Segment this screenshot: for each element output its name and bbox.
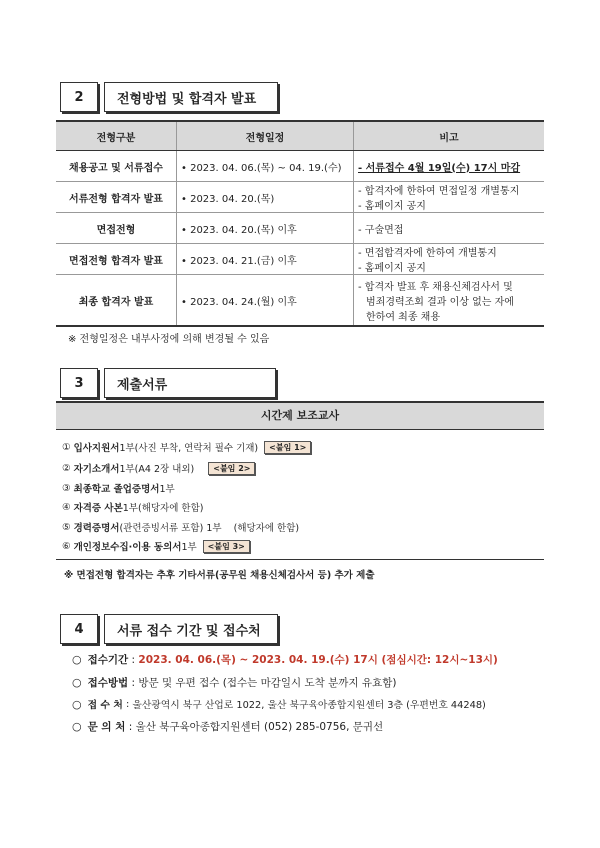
note-line: - 홈페이지 공지	[358, 263, 426, 274]
section-title: 전형방법 및 합격자 발표	[104, 82, 278, 112]
reception-label: 접수기간	[87, 654, 129, 666]
section-2-header	[60, 82, 278, 112]
item-name: 입사지원서	[73, 443, 120, 454]
item-name: 자격증 사본	[73, 503, 123, 514]
circle-bullet-icon: ○	[72, 653, 82, 666]
attachment-tag: <붙임 3>	[203, 540, 250, 553]
item-number: ①	[62, 441, 71, 453]
note-cell	[354, 151, 545, 182]
document-item	[62, 539, 250, 553]
reception-label: 접 수 처	[87, 700, 123, 711]
stage-cell: 서류전형 합격자 발표	[56, 182, 177, 213]
circle-bullet-icon: ○	[72, 676, 82, 689]
date-cell: • 2023. 04. 20.(목) 이후	[177, 213, 354, 244]
note-line: - 구술면접	[358, 224, 404, 236]
item-number: ⑤	[62, 521, 71, 533]
item-detail: 1부(해당자에 한함)	[122, 503, 204, 514]
reception-value: 울산 북구육아종합지원센터 (052) 285-0756, 문귀선	[135, 721, 384, 733]
date-cell: • 2023. 04. 20.(목)	[177, 182, 354, 213]
reception-label: 문 의 처	[87, 721, 126, 733]
reception-sep: :	[122, 698, 133, 710]
section-title: 서류 접수 기간 및 접수처	[104, 614, 278, 644]
stage-cell: 면접전형 합격자 발표	[56, 244, 177, 275]
column-header: 비고	[354, 121, 545, 151]
note-line: - 합격자 발표 후 채용신체검사서 및	[358, 281, 513, 293]
reception-value: 울산광역시 북구 산업로 1022, 울산 북구육아종합지원센터 3층 (우편번호 44248)	[132, 700, 486, 711]
item-number: ④	[62, 501, 71, 513]
item-number: ⑥	[62, 540, 71, 552]
document-item	[62, 440, 311, 454]
reception-sep: :	[128, 676, 139, 689]
schedule-footnote: ※ 전형일정은 내부사정에 의해 변경될 수 있음	[68, 334, 270, 345]
attachment-tag: <붙임 2>	[208, 462, 255, 475]
column-header: 전형구분	[56, 121, 177, 151]
note-line: - 서류접수 4월 19일(수) 17시 마감	[358, 162, 521, 174]
column-header: 전형일정	[177, 121, 354, 151]
note-cell	[354, 213, 545, 244]
note-line: 한하여 최종 채용	[366, 311, 440, 323]
reception-value: 2023. 04. 06.(목) ~ 2023. 04. 19.(수) 17시 (점심시간: 12시~13시)	[138, 654, 498, 666]
section-number: 3	[60, 368, 98, 398]
document-item	[62, 461, 255, 475]
circle-bullet-icon: ○	[72, 697, 82, 711]
document-item	[62, 481, 175, 495]
table-header-row	[56, 121, 544, 151]
note-cell	[354, 182, 545, 213]
table-row	[56, 275, 544, 327]
item-detail: 1부	[181, 542, 197, 553]
item-detail: 1부(사진 부착, 연락처 필수 기재)	[119, 443, 259, 454]
schedule-table	[56, 120, 544, 327]
item-number: ②	[62, 462, 71, 474]
table-row	[56, 151, 544, 182]
item-name: 자기소개서	[73, 464, 120, 475]
section-title: 제출서류	[104, 368, 276, 398]
table-row	[56, 244, 544, 275]
reception-sep: :	[125, 720, 136, 733]
date-cell: • 2023. 04. 21.(금) 이후	[177, 244, 354, 275]
note-cell	[354, 244, 545, 275]
table-row	[56, 213, 544, 244]
item-name: 경력증명서	[73, 523, 120, 534]
date-cell: • 2023. 04. 06.(목) ~ 04. 19.(수)	[177, 151, 354, 182]
reception-label: 접수방법	[87, 677, 129, 689]
document-item	[62, 520, 299, 534]
item-detail: (관련증빙서류 포함) 1부 (해당자에 한함)	[119, 523, 300, 534]
item-detail: 1부	[159, 484, 175, 495]
section-number: 2	[60, 82, 98, 112]
note-line: - 합격자에 한하여 면접일정 개별통지	[358, 186, 520, 197]
section-number: 4	[60, 614, 98, 644]
attachment-tag: <붙임 1>	[264, 441, 311, 454]
item-detail: 1부(A4 2장 내외)	[119, 464, 195, 475]
date-cell: • 2023. 04. 24.(월) 이후	[177, 275, 354, 327]
circle-bullet-icon: ○	[72, 720, 82, 733]
stage-cell: 면접전형	[56, 213, 177, 244]
documents-footnote: ※ 면접전형 합격자는 추후 기타서류(공무원 채용신체검사서 등) 추가 제출	[64, 570, 375, 581]
section-4-header	[60, 614, 278, 644]
reception-contact	[72, 719, 383, 734]
section-3-header	[60, 368, 276, 398]
reception-value: 방문 및 우편 접수 (접수는 마감일시 도착 분까지 유효함)	[138, 677, 397, 689]
note-line: - 홈페이지 공지	[358, 201, 426, 212]
reception-sep: :	[128, 653, 139, 666]
item-name: 개인정보수집·이용 동의서	[73, 542, 182, 553]
reception-place	[72, 697, 486, 711]
reception-period	[72, 652, 498, 667]
note-line: - 면접합격자에 한하여 개별통지	[358, 248, 497, 259]
reception-method	[72, 675, 396, 690]
item-number: ③	[62, 482, 71, 494]
documents-header-bar: 시간제 보조교사	[56, 401, 544, 430]
document-item	[62, 500, 203, 514]
stage-cell: 채용공고 및 서류접수	[56, 151, 177, 182]
table-row	[56, 182, 544, 213]
note-cell	[354, 275, 545, 327]
divider	[56, 559, 544, 560]
note-line: 범죄경력조회 결과 이상 없는 자에	[366, 296, 514, 308]
stage-cell: 최종 합격자 발표	[56, 275, 177, 327]
item-name: 최종학교 졸업증명서	[73, 484, 160, 495]
